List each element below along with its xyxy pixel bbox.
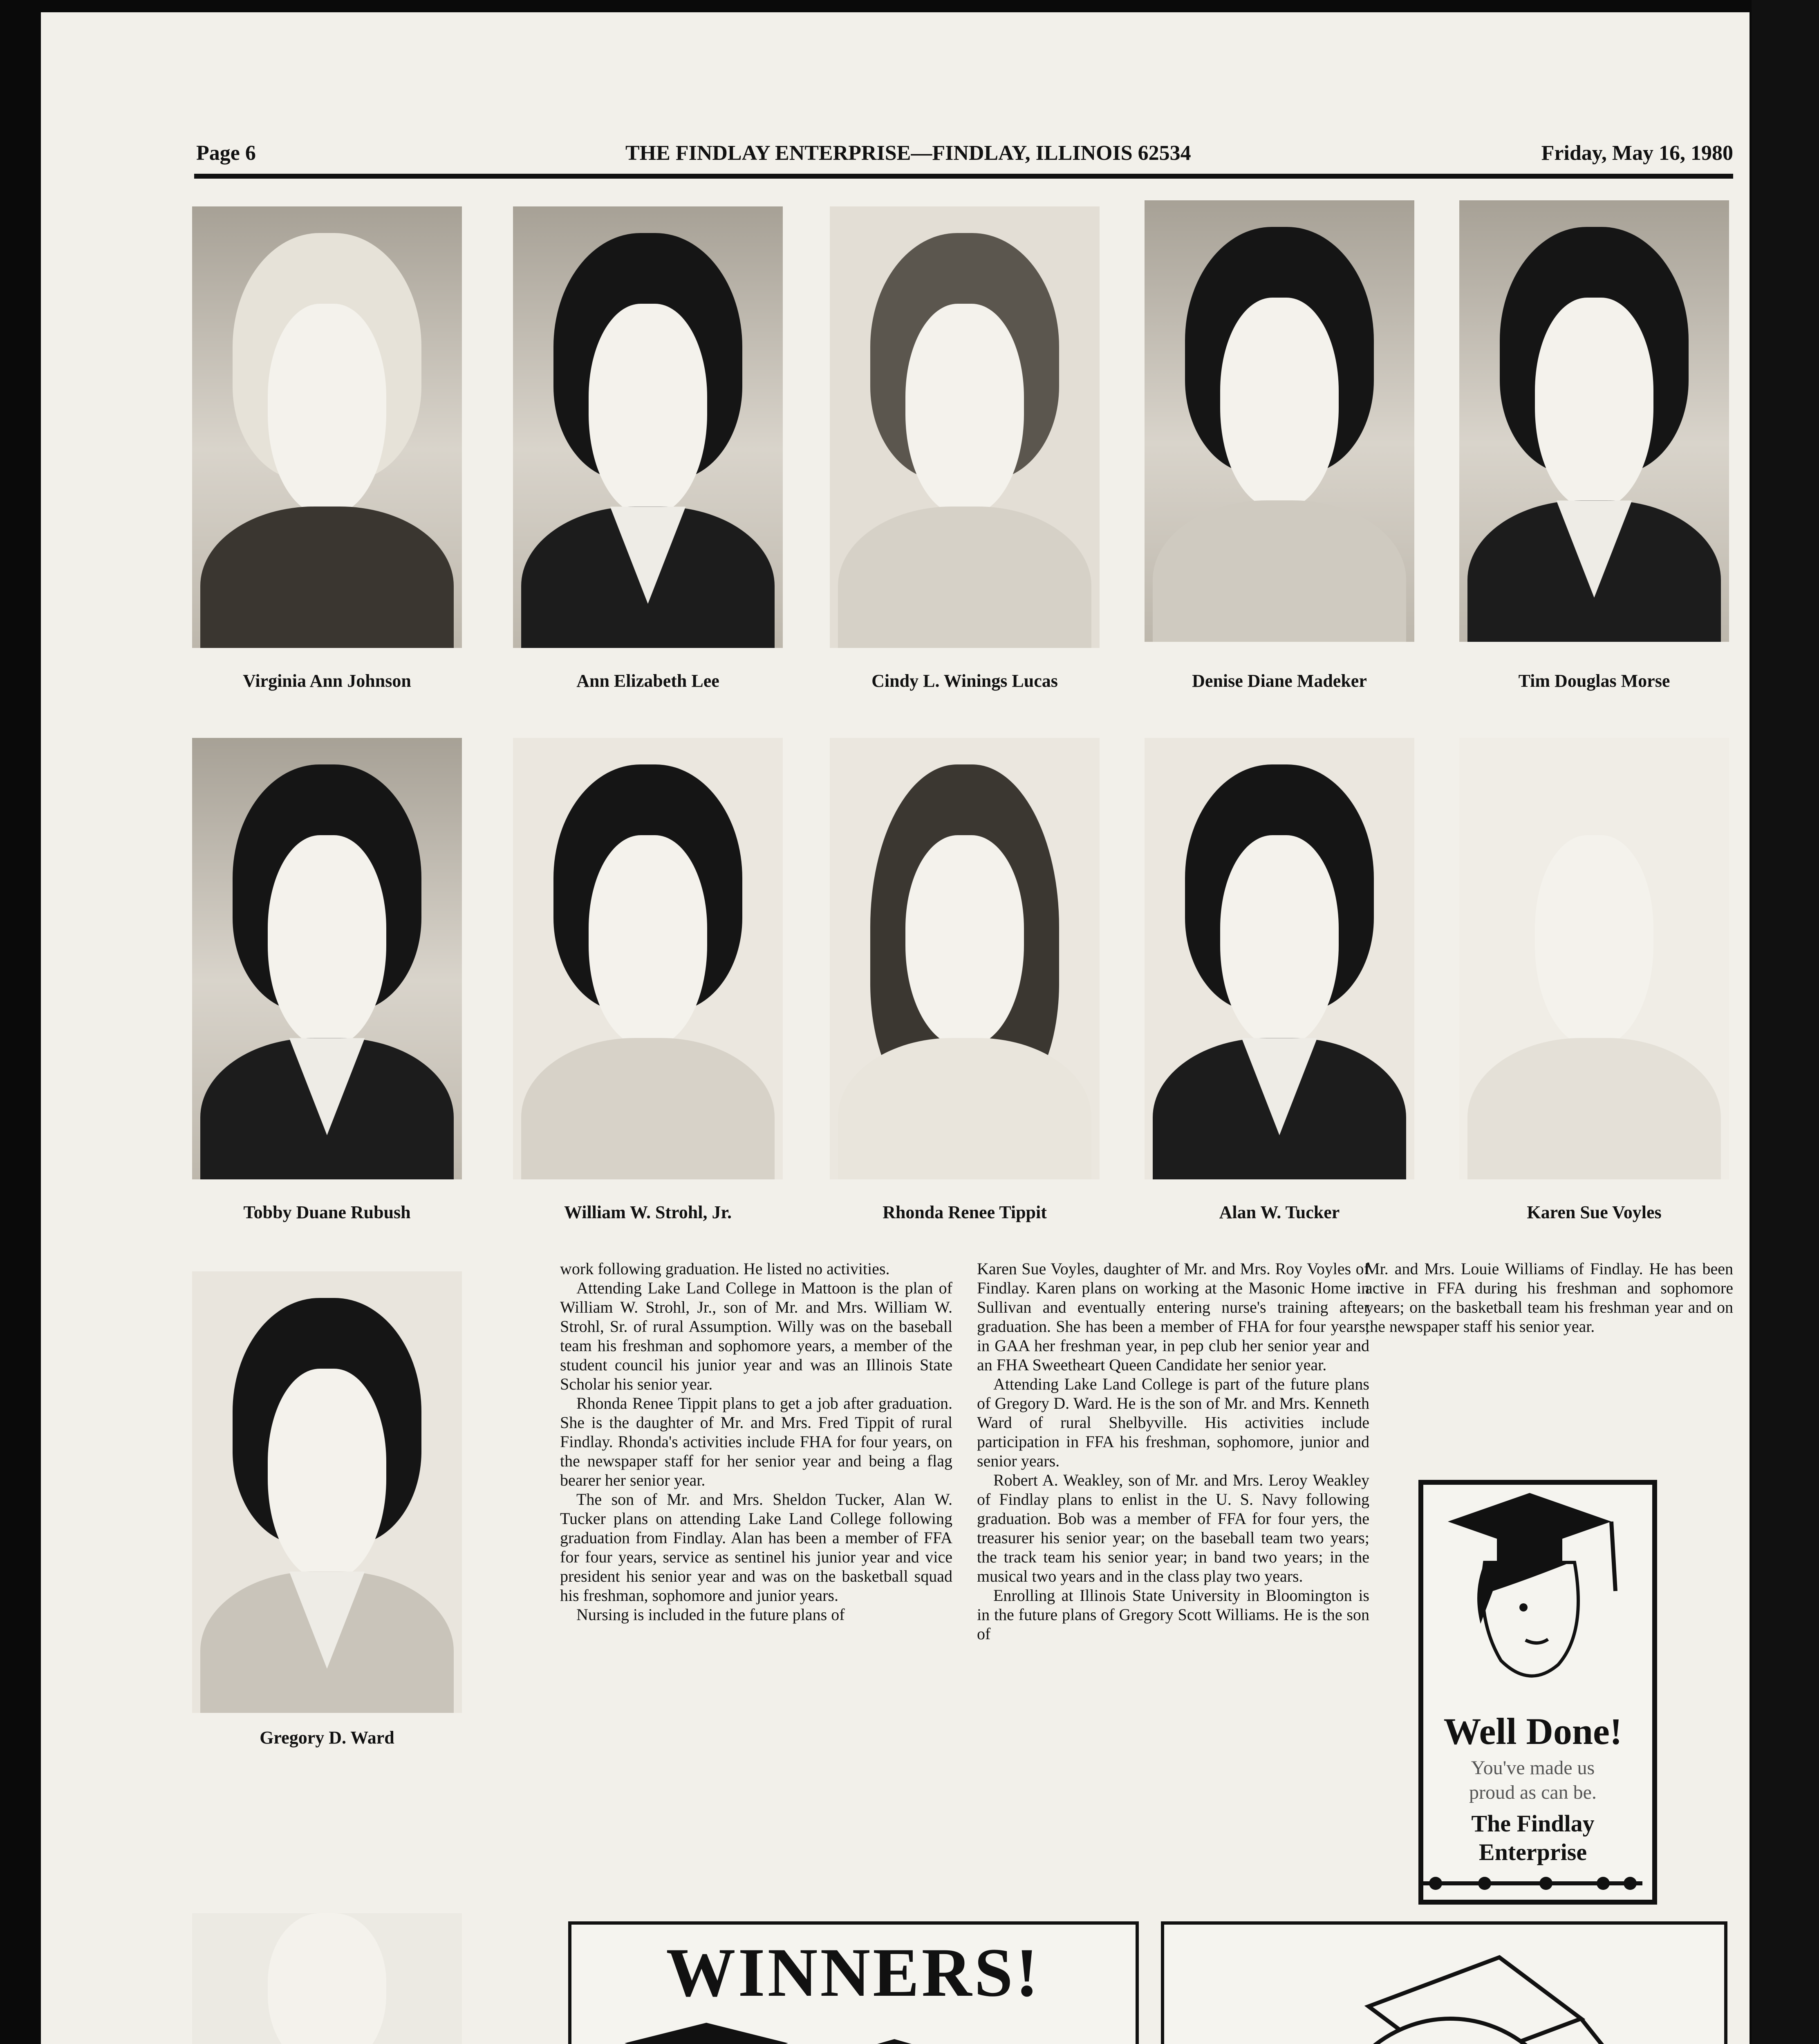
senior-photo xyxy=(1459,200,1729,642)
senior-name: Virginia Ann Johnson xyxy=(243,671,411,691)
article-paragraph: Robert A. Weakley, son of Mr. and Mrs. Leroy Weakley of Findlay plans to enlist in the U. S. Navy following graduation. Bob was a member of FFA for four yers, the treasurer his senior year; on the baseball team two years; the track team his senior year; in band two years; in the musical two years and in the class play two years. xyxy=(977,1471,1369,1585)
graduate-illustration xyxy=(1423,1485,1642,1697)
senior-name: Karen Sue Voyles xyxy=(1527,1202,1662,1222)
senior-photo xyxy=(192,1913,462,2044)
senior-photo xyxy=(1459,738,1729,1179)
senior-photo xyxy=(1145,200,1414,642)
article-paragraph: Attending Lake Land College is part of the future plans of Gregory D. Ward. He is the son of Mr. and Mrs. Kenneth Ward of rural Shelbyville. His activities include participation in FFA his freshman, sophomore, junior and senior years. xyxy=(977,1375,1369,1470)
senior-name: Alan W. Tucker xyxy=(1219,1202,1340,1222)
smile-ad xyxy=(1161,1921,1727,2044)
senior-photo xyxy=(192,738,462,1179)
senior-name: Ann Elizabeth Lee xyxy=(576,671,719,691)
article-column-3 xyxy=(1365,1259,1733,1336)
well-done-line: proud as can be. xyxy=(1469,1782,1597,1803)
senior-name: Tobby Duane Rubush xyxy=(243,1202,411,1222)
senior-photo xyxy=(830,206,1100,648)
senior-name: William W. Strohl, Jr. xyxy=(564,1202,732,1222)
senior-name: Cindy L. Winings Lucas xyxy=(871,671,1058,691)
well-done-sponsor: The Findlay xyxy=(1471,1810,1595,1837)
article-paragraph: work following graduation. He listed no activities. xyxy=(560,1260,890,1278)
issue-date: Friday, May 16, 1980 xyxy=(1541,141,1733,165)
article-column-2 xyxy=(977,1259,1369,1643)
article-paragraph: Enrolling at Illinois State University in Bloomington is in the future plans of Gregory Scott Williams. He is the son of xyxy=(977,1586,1369,1643)
senior-name: Gregory D. Ward xyxy=(260,1728,394,1748)
senior-photo xyxy=(830,738,1100,1179)
page-header xyxy=(196,141,1733,170)
well-done-headline: Well Done! xyxy=(1443,1710,1622,1752)
article-paragraph: Mr. and Mrs. Louie Williams of Findlay. He has been active in FFA during his freshman and sophomore years; on the basketball team his freshman year and on the newspaper staff his senior year. xyxy=(1365,1260,1733,1336)
well-done-line: You've made us xyxy=(1471,1757,1595,1779)
winners-ad xyxy=(568,1921,1139,2044)
article-paragraph: Karen Sue Voyles, daughter of Mr. and Mrs. Roy Voyles of Findlay. Karen plans on working at the Masonic Home in Sullivan and eventually entering nurse's training after graduation. She has been a member of FHA for four years, in GAA her freshman year, in pep club her senior year and an FHA Sweetheart Queen Candidate her senior year. xyxy=(977,1260,1369,1374)
article-paragraph: Nursing is included in the future plans of xyxy=(576,1605,845,1624)
well-done-ad xyxy=(1418,1480,1657,1905)
senior-photo xyxy=(1145,738,1414,1179)
senior-photo xyxy=(192,1271,462,1713)
senior-name: Tim Douglas Morse xyxy=(1518,671,1670,691)
senior-photo xyxy=(513,738,783,1179)
senior-name: Rhonda Renee Tippit xyxy=(883,1202,1047,1222)
masthead: THE FINDLAY ENTERPRISE—FINDLAY, ILLINOIS 62534 xyxy=(625,141,1191,165)
article-paragraph: Attending Lake Land College in Mattoon is the plan of William W. Strohl, Jr., son of Mr. and Mrs. William W. Strohl, Sr. of rural Assumption. Willy was on the baseball team his freshman and sophomore years, a member of the student council his junior year and was an Illinois State Scholar his senior year. xyxy=(560,1279,952,1393)
ad-border-ornament xyxy=(1423,1873,1642,1894)
senior-photo xyxy=(192,206,462,648)
well-done-sponsor: Enterprise xyxy=(1478,1839,1587,1865)
article-paragraph: Rhonda Renee Tippit plans to get a job after graduation. She is the daughter of Mr. and Mrs. Fred Tippit of rural Findlay. Rhonda's activities include FHA for four years, on the newspaper staff for her senior year and being a flag bearer her senior year. xyxy=(560,1394,952,1489)
winners-headline: WINNERS! xyxy=(666,1934,1041,2011)
article-column-1 xyxy=(560,1259,952,1624)
jack-in-box-illustration xyxy=(1164,1925,1718,2044)
page-number: Page 6 xyxy=(196,141,256,165)
article-paragraph: The son of Mr. and Mrs. Sheldon Tucker, Alan W. Tucker plans on attending Lake Land College following graduation from Findlay. Alan has been a member of FFA for four years, service as sentinel his junior year and vice president his senior year and was on the basketball squad his freshman, sophomore and junior years. xyxy=(560,1490,952,1605)
scan-edge xyxy=(1752,0,1819,2044)
header-rule xyxy=(194,174,1733,179)
senior-photo xyxy=(513,206,783,648)
graduates-illustration xyxy=(571,2023,1129,2044)
senior-name: Denise Diane Madeker xyxy=(1192,671,1367,691)
